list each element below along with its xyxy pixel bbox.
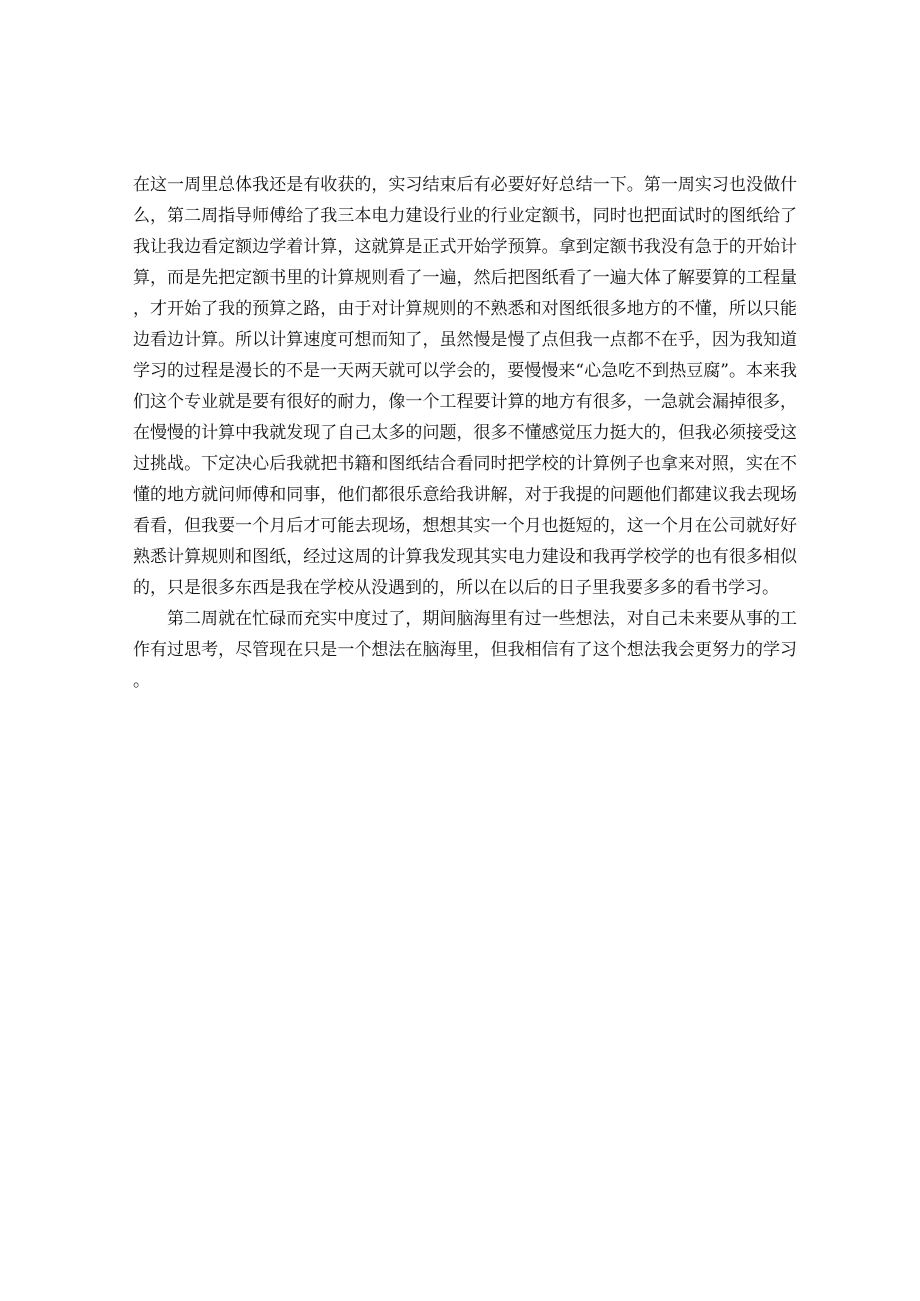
- paragraph-2: 第二周就在忙碌而充实中度过了，期间脑海里有过一些想法，对自己未来要从事的工作有过思考，尽管现在只是一个想法在脑海里，但我相信有了这个想法我会更努力的学习。: [133, 609, 797, 691]
- paragraph-1: 在这一周里总体我还是有收获的，实习结束后有必要好好总结一下。第一周实习也没做什么，第二周指导师傅给了我三本电力建设行业的行业定额书，同时也把面试时的图纸给了我让我边看定额边学着计算，这就算是正式开始学预算。拿到定额书我没有急于的开始计算，而是先把定额书里的计算规则看了一遍，然后把图纸看了一遍大体了解要算的工程量，才开始了我的预算之路，由于对计算规则的不熟悉和对图纸很多地方的不懂，所以只能边看边计算。所以计算速度可想而知了，虽然慢是慢了点但我一点都不在乎，因为我知道学习的过程是漫长的不是一天两天就可以学会的，要慢慢来“心急吃不到热豆腐”。本来我们这个专业就是要有很好的耐力，像一个工程要计算的地方有很多，一急就会漏掉很多，在慢慢的计算中我就发现了自己太多的问题，很多不懂感觉压力挺大的，但我必须接受这过挑战。下定决心后我就把书籍和图纸结合看同时把学校的计算例子也拿来对照，实在不懂的地方就问师傅和同事，他们都很乐意给我讲解，对于我提的问题他们都建议我去现场看看，但我要一个月后才可能去现场，想想其实一个月也挺短的，这一个月在公司就好好熟悉计算规则和图纸，经过这周的计算我发现其实电力建设和我再学校学的也有很多相似的，只是很多东西是我在学校从没遇到的，所以在以后的日子里我要多多的看书学习。: [133, 175, 797, 598]
- document-body: [133, 170, 797, 697]
